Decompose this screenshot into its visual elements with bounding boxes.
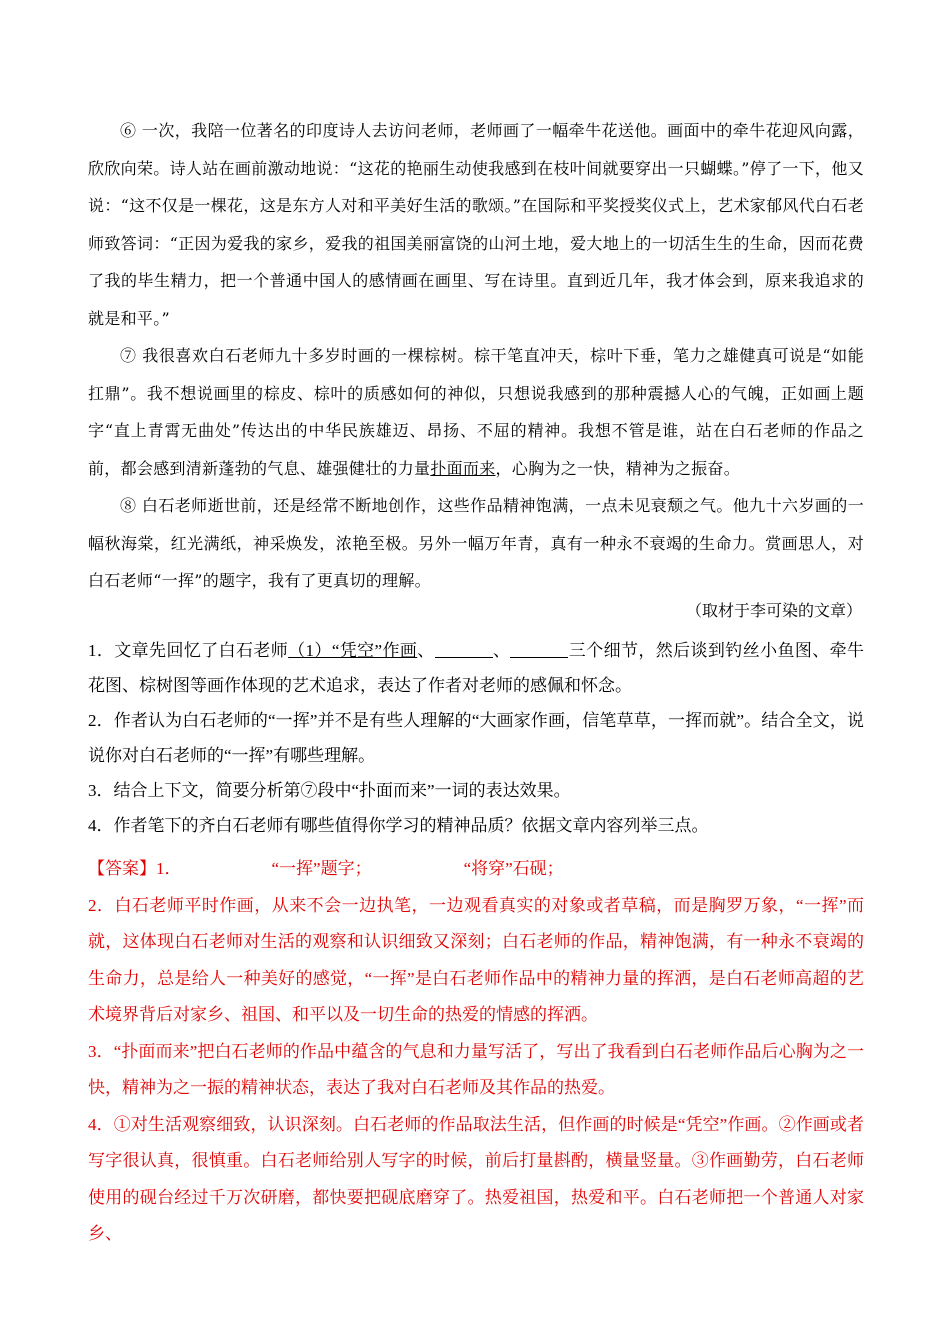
question-1-answer-1: （1）“凭空”作画 [288,641,418,660]
question-2: 2．作者认为白石老师的“一挥”并不是有些人理解的“大画家作画，信笔草草，一挥而就”。结合全文，说说你对白石老师的“一挥”有哪些理解。 [88,711,864,765]
answer-1-item-1: “一挥”题字； [271,859,372,878]
question-1-sep: 、 [492,641,511,660]
blank-3[interactable] [510,640,568,658]
answer-1-num: 1． [156,859,182,878]
question-1 [88,633,864,703]
paragraph-7-text-a: ⑦ 我很喜欢白石老师九十多岁时画的一棵棕树。棕干笔直冲天，棕叶下垂，笔力之雄健真可说是“如能扛鼎”。我不想说画里的棕皮、棕叶的质感如何的神似，只想说我感到的那种震撼人心的气魄，正如画上题字“直上青霄无曲处”传达出的中华民族雄迈、昂扬、不屈的精神。我想不管是谁，站在白石老师的作品之前，都会感到清新蓬勃的气息、雄强健壮的力量 [88,346,864,478]
paragraph-6: ⑥ 一次，我陪一位著名的印度诗人去访问老师，老师画了一幅牵牛花送他。画面中的牵牛花迎风向露，欣欣向荣。诗人站在画前激动地说：“这花的艳丽生动使我感到在枝叶间就要穿出一只蝴蝶。”停了一下，他又说：“这不仅是一棵花，这是东方人对和平美好生活的歌颂。”在国际和平奖授奖仪式上，艺术家郁风代白石老师致答词：“正因为爱我的家乡，爱我的祖国美丽富饶的山河土地，爱大地上的一切活生生的生命，因而花费了我的毕生精力，把一个普通中国人的感情画在画里、写在诗里。直到近几年，我才体会到，原来我追求的就是和平。” [88,121,864,328]
source-note: （取材于李可染的文章） [685,601,862,620]
underlined-phrase: 扑面而来 [430,458,496,478]
answer-section [88,851,864,1253]
questions [88,633,864,843]
paragraph-8: ⑧ 白石老师逝世前，还是经常不断地创作，这些作品精神饱满，一点未见衰颓之气。他九十六岁画的一幅秋海棠，红光满纸，神采焕发，浓艳至极。另外一幅万年青，真有一种永不衰竭的生命力。赏画思人，对白石老师“一挥”的题字，我有了更真切的理解。 [88,496,864,590]
question-3: 3．结合上下文，简要分析第⑦段中“扑面而来”一词的表达效果。 [88,781,571,800]
answer-1 [88,851,864,888]
question-1-suffix: 三个细节，然后谈到钓丝小鱼图、牵牛花图、棕树图等画作体现的艺术追求，表达了作者对老师的感佩和怀念。 [88,641,865,695]
answer-1-item-2: “将穿”石砚； [463,859,564,878]
blank-2[interactable] [435,640,493,658]
paragraph-7 [88,337,864,487]
answer-2: 2．白石老师平时作画，从来不会一边执笔，一边观看真实的对象或者草稿，而是胸罗万象，“一挥”而就，这体现白石老师对生活的观察和认识细致又深刻；白石老师的作品，精神饱满，有一种永不衰竭的生命力，总是给人一种美好的感觉，“一挥”是白石老师作品中的精神力量的挥洒，是白石老师高超的艺术境界背后对家乡、祖国、和平以及一切生命的热爱的情感的挥洒。 [88,895,864,1024]
question-1-sep: 、 [417,641,435,660]
paragraph-7-text-b: ，心胸为之一快，精神为之振奋。 [495,458,741,478]
answer-3: 3．“扑面而来”把白石老师的作品中蕴含的气息和力量写活了，写出了我看到白石老师作品后心胸为之一快，精神为之一振的精神状态，表达了我对白石老师及其作品的热爱。 [88,1041,864,1097]
answer-tag: 【答案】 [88,859,156,878]
question-4: 4．作者笔下的齐白石老师有哪些值得你学习的精神品质？依据文章内容列举三点。 [88,816,709,835]
question-1-prefix: 1．文章先回忆了白石老师 [88,641,289,660]
passage [88,112,864,600]
answer-4: 4．①对生活观察细致，认识深刻。白石老师的作品取法生活，但作画的时候是“凭空”作画。②作画或者写字很认真，很慎重。白石老师给别人写字的时候，前后打量斟酌，横量竖量。③作画勤劳，白石老师使用的砚台经过千万次研磨，都快要把砚底磨穿了。热爱祖国，热爱和平。白石老师把一个普通人对家乡、 [88,1114,864,1243]
